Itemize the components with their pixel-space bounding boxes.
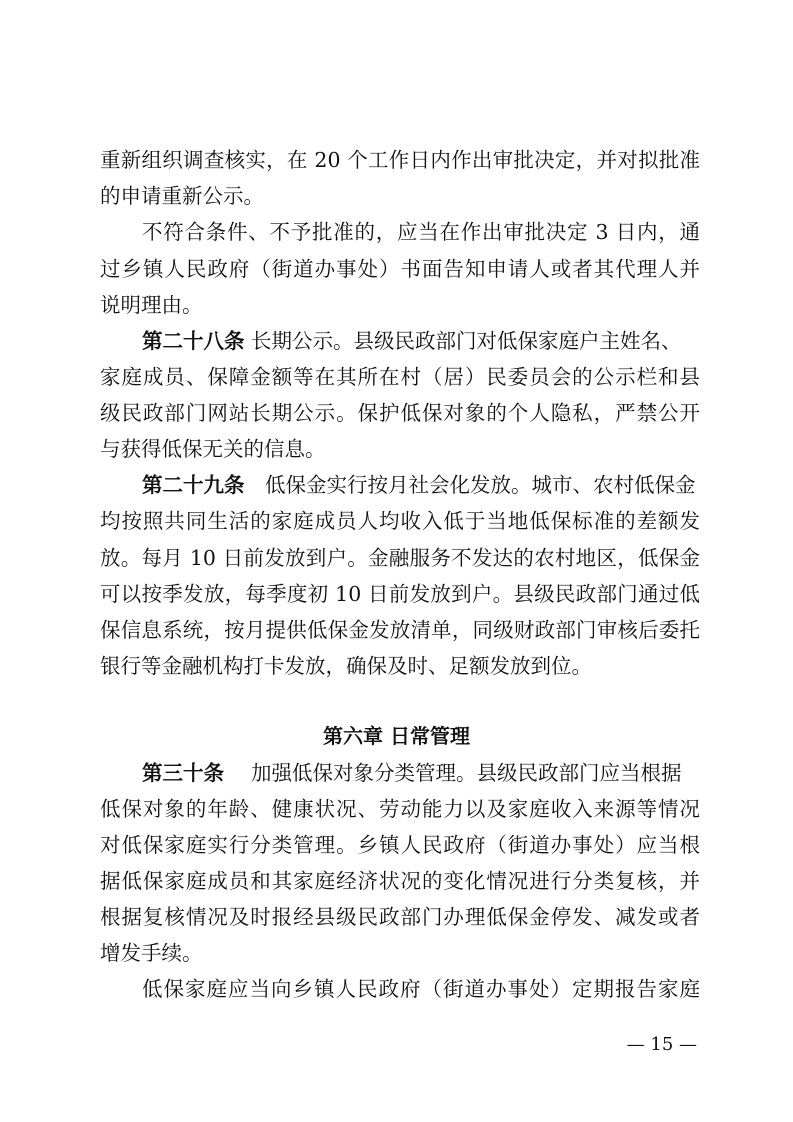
text-line: 放。每月 10 日前发放到户。金融服务不发达的农村地区，低保金: [100, 546, 700, 570]
article-title: 第二十九条: [142, 473, 245, 497]
text-line: 低保金实行按月社会化发放。城市、农村低保金: [244, 473, 696, 497]
page-number: — 15 —: [626, 1034, 697, 1055]
text-line: 银行等金融机构打卡发放，确保及时、足额发放到位。: [100, 654, 592, 678]
text-line: 不符合条件、不予批准的，应当在作出审批决定 3 日内，通: [142, 220, 700, 244]
text-line: 的申请重新公示。: [100, 184, 264, 208]
text-line: 长期公示。县级民政部门对低保家庭户主姓名、: [244, 329, 682, 353]
article-title: 第三十条: [142, 761, 224, 785]
text-line: 均按照共同生活的家庭成员人均收入低于当地低保标准的差额发: [100, 509, 700, 533]
text-line: 对低保家庭实行分类管理。乡镇人民政府（街道办事处）应当根: [100, 833, 700, 857]
text-line: 加强低保对象分类管理。县级民政部门应当根据: [224, 761, 682, 785]
text-line: 保信息系统，按月提供低保金发放清单，同级财政部门审核后委托: [100, 618, 700, 642]
text-line: 低保对象的年龄、健康状况、劳动能力以及家庭收入来源等情况: [100, 797, 700, 821]
text-line: 低保家庭应当向乡镇人民政府（街道办事处）定期报告家庭: [142, 977, 700, 1001]
text-line: 增发手续。: [100, 941, 203, 965]
text-line: 可以按季发放，每季度初 10 日前发放到户。县级民政部门通过低: [100, 582, 700, 606]
article-30-first-line: [142, 755, 700, 791]
text-line: 重新组织调查核实，在 20 个工作日内作出审批决定，并对拟批准: [100, 148, 700, 172]
text-line: 与获得低保无关的信息。: [100, 437, 326, 461]
article-29-first-line: [142, 467, 700, 503]
text-line: 过乡镇人民政府（街道办事处）书面告知申请人或者其代理人并: [100, 257, 700, 281]
text-line: 据低保家庭成员和其家庭经济状况的变化情况进行分类复核，并: [100, 869, 700, 893]
chapter-heading: 第六章 日常管理: [323, 724, 470, 748]
text-line: 家庭成员、保障金额等在其所在村（居）民委员会的公示栏和县: [100, 365, 700, 389]
article-28-first-line: [142, 323, 700, 359]
text-line: 说明理由。: [100, 293, 203, 317]
text-line: 级民政部门网站长期公示。保护低保对象的个人隐私，严禁公开: [100, 401, 700, 425]
text-line: 根据复核情况及时报经县级民政部门办理低保金停发、减发或者: [100, 905, 700, 929]
article-title: 第二十八条: [142, 329, 245, 353]
